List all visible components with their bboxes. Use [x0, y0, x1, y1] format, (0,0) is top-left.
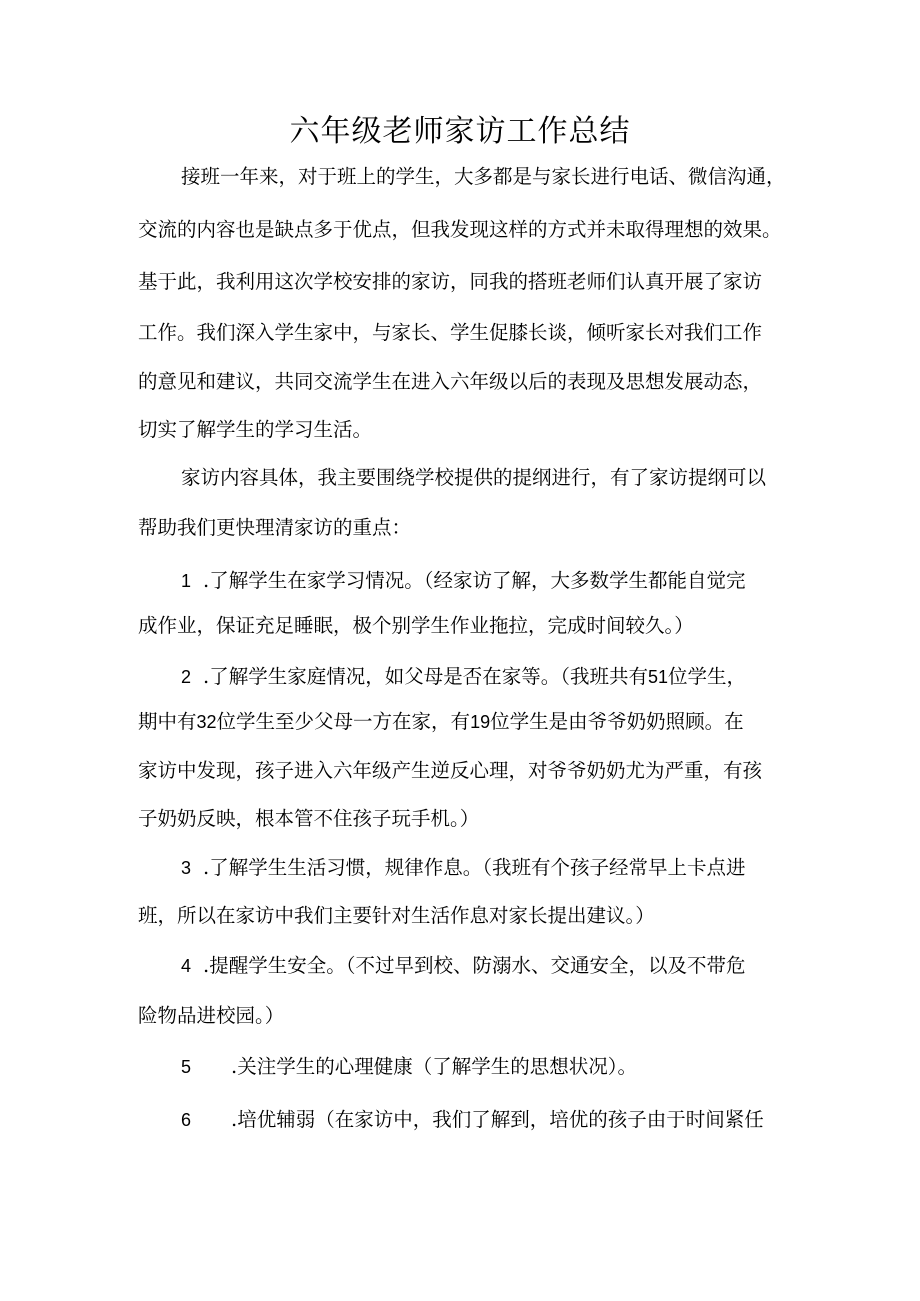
paragraph-1-line-3: 基于此，我利用这次学校安排的家访，同我的搭班老师们认真开展了家访 [138, 270, 763, 293]
list-item-2-first-line [181, 657, 746, 697]
list-item-text: .了解学生家庭情况，如父母是否在家等。（我班共有 [203, 665, 648, 688]
list-item-6-first-line [181, 1100, 764, 1140]
list-item-number: 6 [181, 1110, 192, 1130]
list-item-number: 1 [181, 571, 192, 591]
list-item-2-line-2 [138, 702, 744, 742]
list-item-1-first-line [181, 561, 745, 601]
list-item-2-line-4: 子奶奶反映，根本管不住孩子玩手机。） [138, 807, 480, 830]
student-count-grandparents: 19 [470, 712, 491, 732]
list-item-text: .关注学生的心理健康（了解学生的思想状况）。 [231, 1055, 637, 1078]
list-item-number: 2 [181, 667, 192, 687]
paragraph-1-line-6: 切实了解学生的学习生活。 [138, 418, 373, 441]
paragraph-1-line-2: 交流的内容也是缺点多于优点，但我发现这样的方式并未取得理想的效果。 [138, 218, 782, 241]
list-item-4-line-2: 险物品进校园。） [138, 1004, 285, 1027]
list-item-number: 4 [181, 956, 192, 976]
paragraph-2-line-2: 帮助我们更快理清家访的重点： [138, 516, 412, 539]
list-item-3-line-2: 班，所以在家访中我们主要针对生活作息对家长提出建议。） [138, 904, 655, 927]
paragraph-1-line-4: 工作。我们深入学生家中，与家长、学生促膝长谈，倾听家长对我们工作 [138, 321, 763, 344]
list-item-text: 位学生， [668, 665, 747, 688]
list-item-text: 期中有 [138, 710, 197, 733]
student-count-total: 51 [647, 667, 668, 687]
list-item-text: 位学生至少父母一方在家，有 [216, 710, 471, 733]
list-item-number: 3 [181, 858, 192, 878]
list-item-text: .提醒学生安全。（不过早到校、防溺水、交通安全，以及不带危 [203, 954, 746, 977]
list-item-4-first-line [181, 946, 745, 986]
list-item-text: .培优辅弱（在家访中，我们了解到，培优的孩子由于时间紧任 [231, 1108, 764, 1131]
list-item-3-first-line [181, 848, 745, 888]
list-item-text: .了解学生生活习惯，规律作息。（我班有个孩子经常早上卡点进 [203, 856, 746, 879]
student-count-parents: 32 [196, 712, 217, 732]
paragraph-1-line-5: 的意见和建议，共同交流学生在进入六年级以后的表现及思想发展动态， [138, 370, 763, 393]
list-item-text: .了解学生在家学习情况。（经家访了解，大多数学生都能自觉完 [203, 569, 746, 592]
list-item-2-line-3: 家访中发现，孩子进入六年级产生逆反心理，对爷爷奶奶尤为严重，有孩 [138, 759, 763, 782]
list-item-text: 位学生是由爷爷奶奶照顾。在 [490, 710, 744, 733]
list-item-number: 5 [181, 1057, 192, 1077]
paragraph-2-line-1: 家访内容具体，我主要围绕学校提供的提纲进行，有了家访提纲可以 [181, 466, 767, 489]
list-item-5-first-line [181, 1047, 637, 1087]
paragraph-1-line-1: 接班一年来，对于班上的学生，大多都是与家长进行电话、微信沟通， [181, 165, 786, 188]
list-item-1-line-2: 成作业，保证充足睡眠，极个别学生作业拖拉，完成时间较久。） [138, 614, 694, 637]
document-title: 六年级老师家访工作总结 [289, 114, 631, 149]
